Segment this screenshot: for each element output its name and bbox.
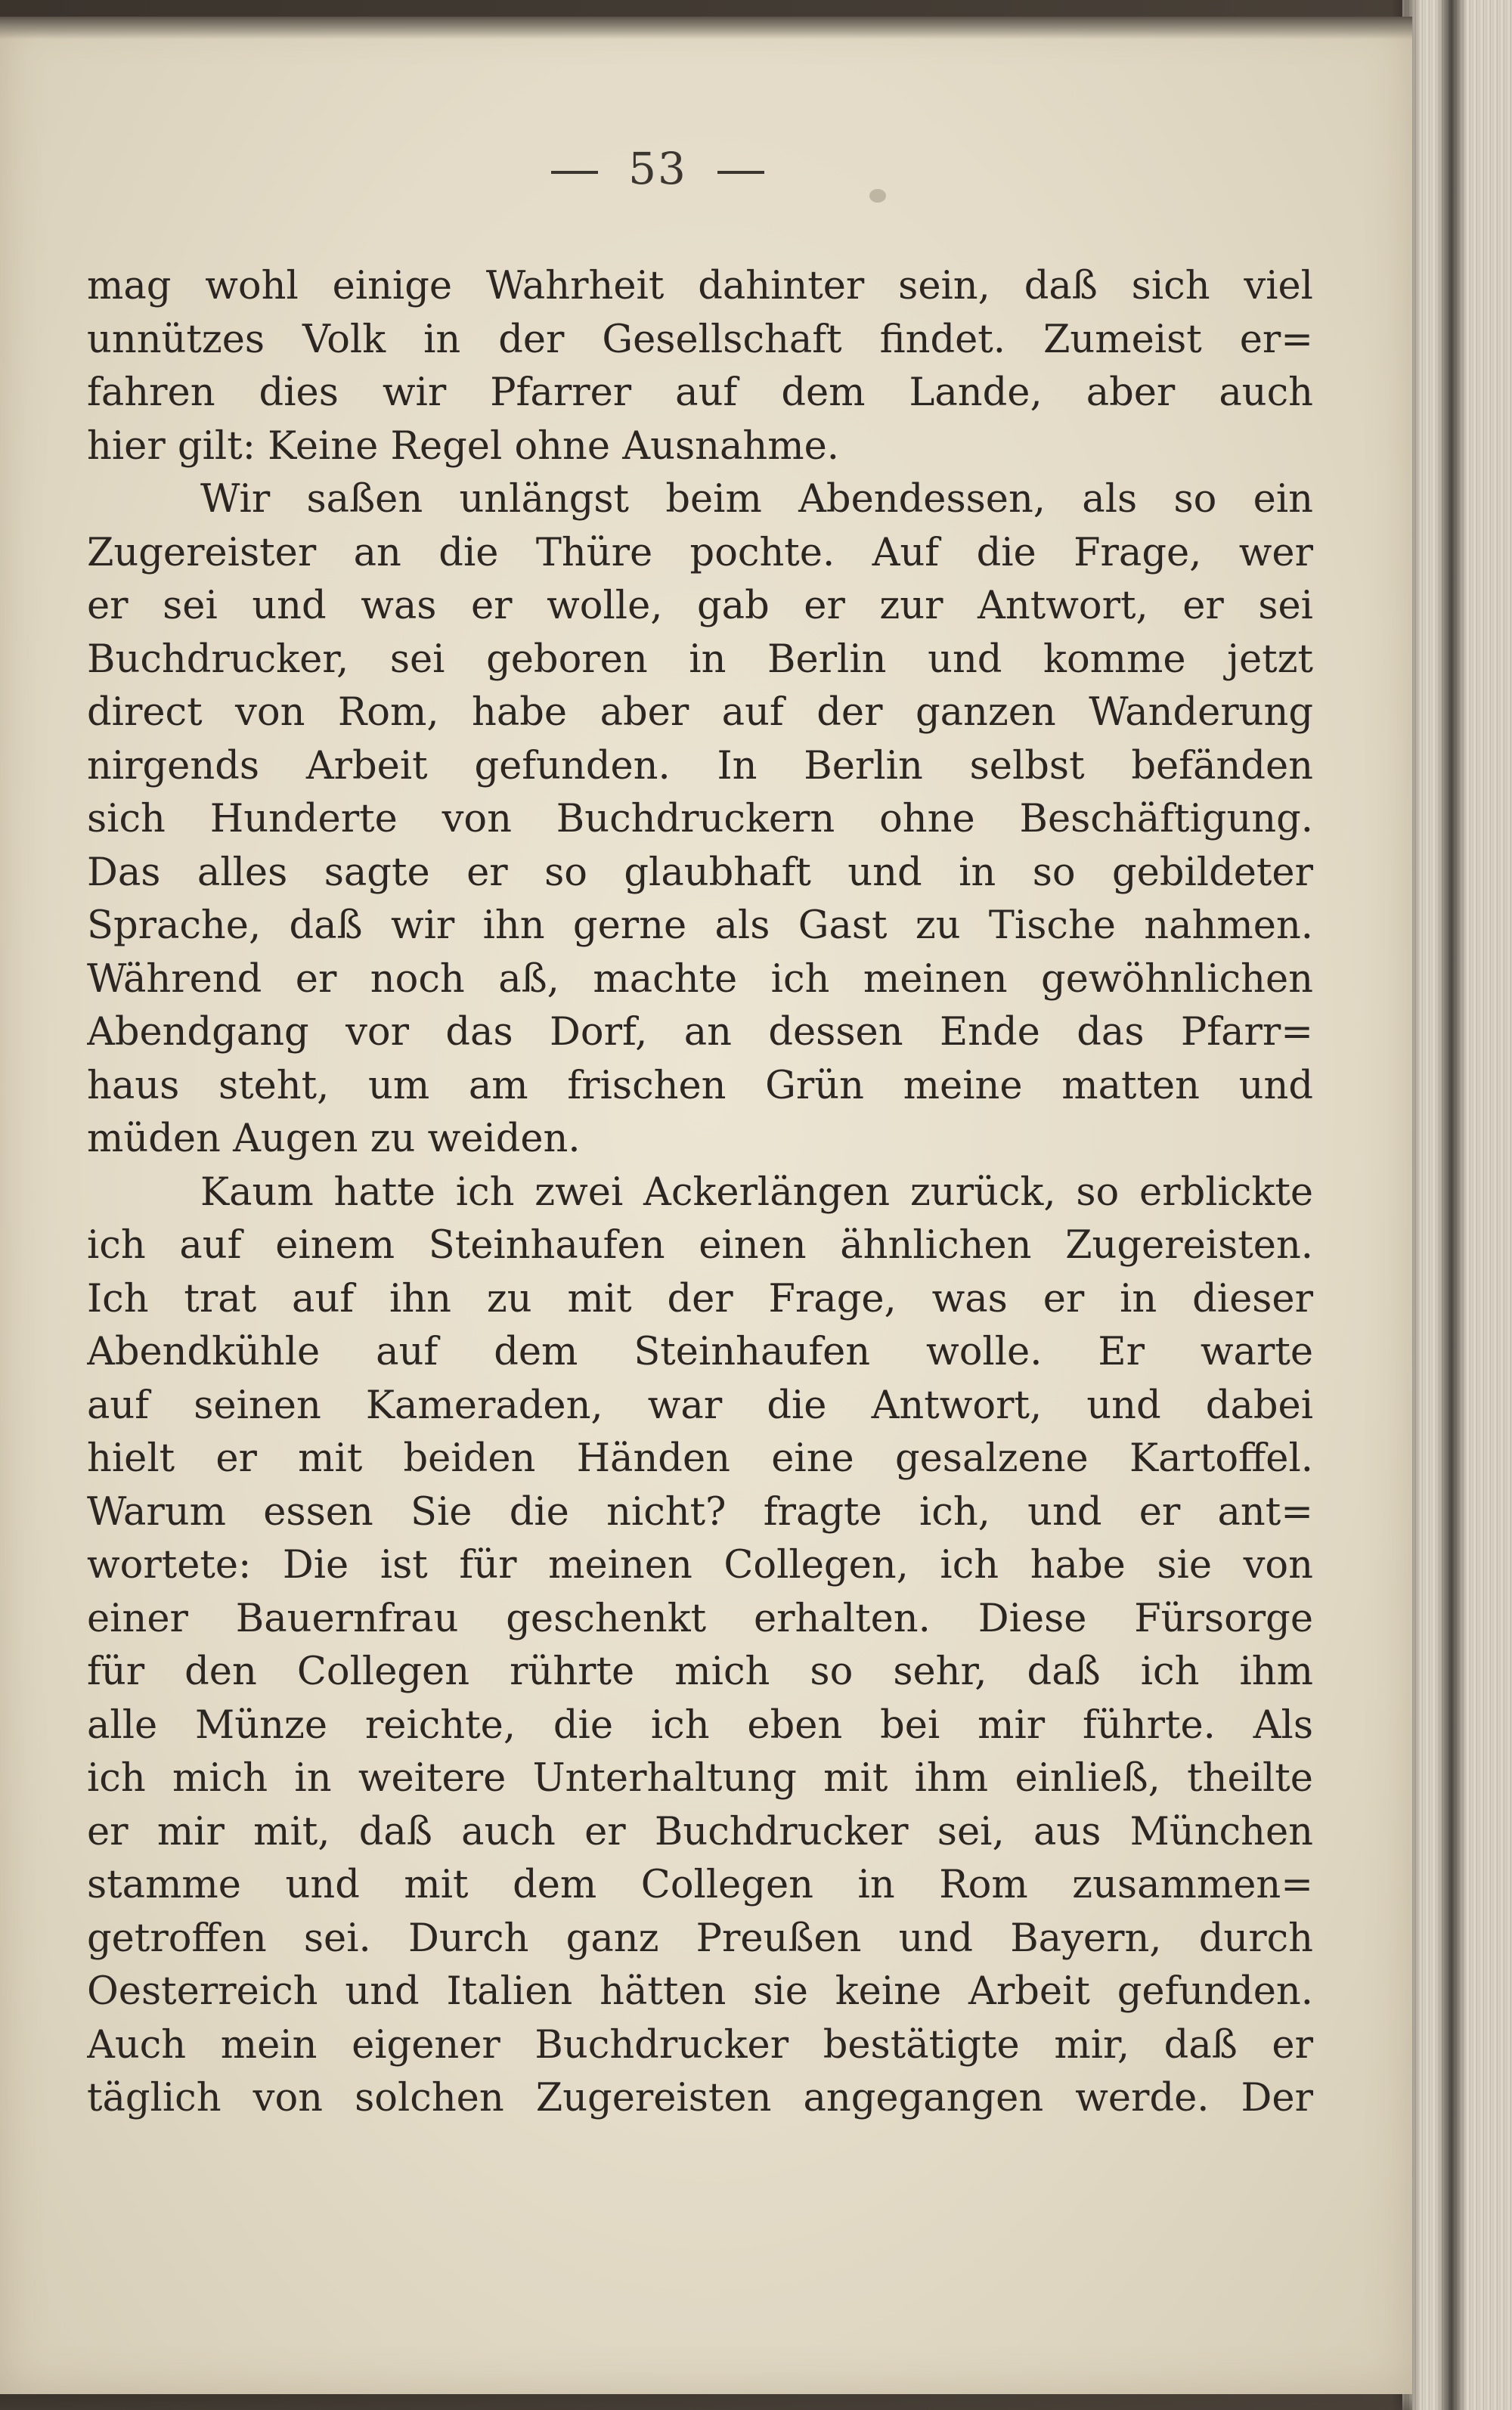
text-line: nirgends Arbeit gefunden. In Berlin selbst befänden [87,743,1313,788]
text-line: ich mich in weitere Unterhaltung mit ihm einließ, theilte [87,1756,1313,1801]
text-line: Buchdrucker, sei geboren in Berlin und komme jetzt [87,637,1313,682]
text-line: stamme und mit dem Collegen in Rom zusammen= [87,1863,1313,1907]
text-line: ich auf einem Steinhaufen einen ähnlichen Zugereisten. [87,1223,1313,1268]
text-line: haus steht, um am frischen Grün meine matten und [87,1063,1313,1108]
text-line: Warum essen Sie die nicht? fragte ich, und er ant= [87,1489,1313,1535]
text-line: müden Augen zu weiden. [87,1117,581,1161]
text-line: Kaum hatte ich zwei Ackerlängen zurück, so erblickte [200,1169,1313,1215]
page-number: 53 [628,143,687,194]
page-top-edge [0,17,1412,39]
book-page [0,17,1412,2394]
book-edge-dark-band [1436,0,1467,2410]
text-line: sich Hunderte von Buchdruckern ohne Beschäftigung. [87,797,1313,841]
text-line: er sei und was er wolle, gab er zur Antwort, er sei [87,584,1313,628]
text-line: hier gilt: Keine Regel ohne Ausnahme. [87,423,839,469]
text-line: unnützes Volk in der Gesellschaft findet. Zumeist er= [87,317,1313,362]
text-line: auf seinen Kameraden, war die Antwort, und dabei [87,1383,1313,1428]
text-line: mag wohl einige Wahrheit dahinter sein, daß sich viel [87,264,1313,308]
ink-smudge [869,189,886,203]
text-line: Sprache, daß wir ihn gerne als Gast zu Tische nahmen. [87,903,1313,948]
text-line: fahren dies wir Pfarrer auf dem Lande, aber auch [87,370,1313,415]
text-line: Ich trat auf ihn zu mit der Frage, was er in dieser [87,1276,1313,1321]
text-line: Abendkühle auf dem Steinhaufen wolle. Er warte [87,1330,1313,1374]
text-line: Wir saßen unlängst beim Abendessen, als so ein [200,477,1313,522]
text-line: Zugereister an die Thüre pochte. Auf die Frage, wer [87,530,1313,575]
page-bottom-edge [0,2398,1412,2410]
text-line: alle Münze reichte, die ich eben bei mir führte. Als [87,1702,1313,1748]
text-line: wortete: Die ist für meinen Collegen, ich habe sie von [87,1543,1313,1588]
text-line: einer Bauernfrau geschenkt erhalten. Diese Fürsorge [87,1596,1313,1641]
text-line: Während er noch aß, machte ich meinen gewöhnlichen [87,956,1313,1002]
text-line: direct von Rom, habe aber auf der ganzen Wanderung [87,690,1313,735]
text-line: er mir mit, daß auch er Buchdrucker sei, aus München [87,1809,1313,1854]
page-number-dash-right [717,171,764,174]
page-number-header [0,143,1315,194]
text-line: täglich von solchen Zugereisten angegangen werde. Der [87,2076,1313,2120]
text-line: hielt er mit beiden Händen eine gesalzene Kartoffel. [87,1436,1313,1481]
text-line: Abendgang vor das Dorf, an dessen Ende das Pfarr= [87,1010,1313,1055]
text-line: Das alles sagte er so glaubhaft und in so gebildeter [87,850,1313,895]
body-text [87,260,1313,2126]
page-number-dash-left [551,171,598,174]
text-line: für den Collegen rührte mich so sehr, daß ich ihm [87,1650,1313,1694]
text-line: Oesterreich und Italien hätten sie keine Arbeit gefunden. [87,1969,1313,2014]
text-line: getroffen sei. Durch ganz Preußen und Bayern, durch [87,1916,1313,1961]
text-line: Auch mein eigener Buchdrucker bestätigte mir, daß er [87,2022,1313,2068]
